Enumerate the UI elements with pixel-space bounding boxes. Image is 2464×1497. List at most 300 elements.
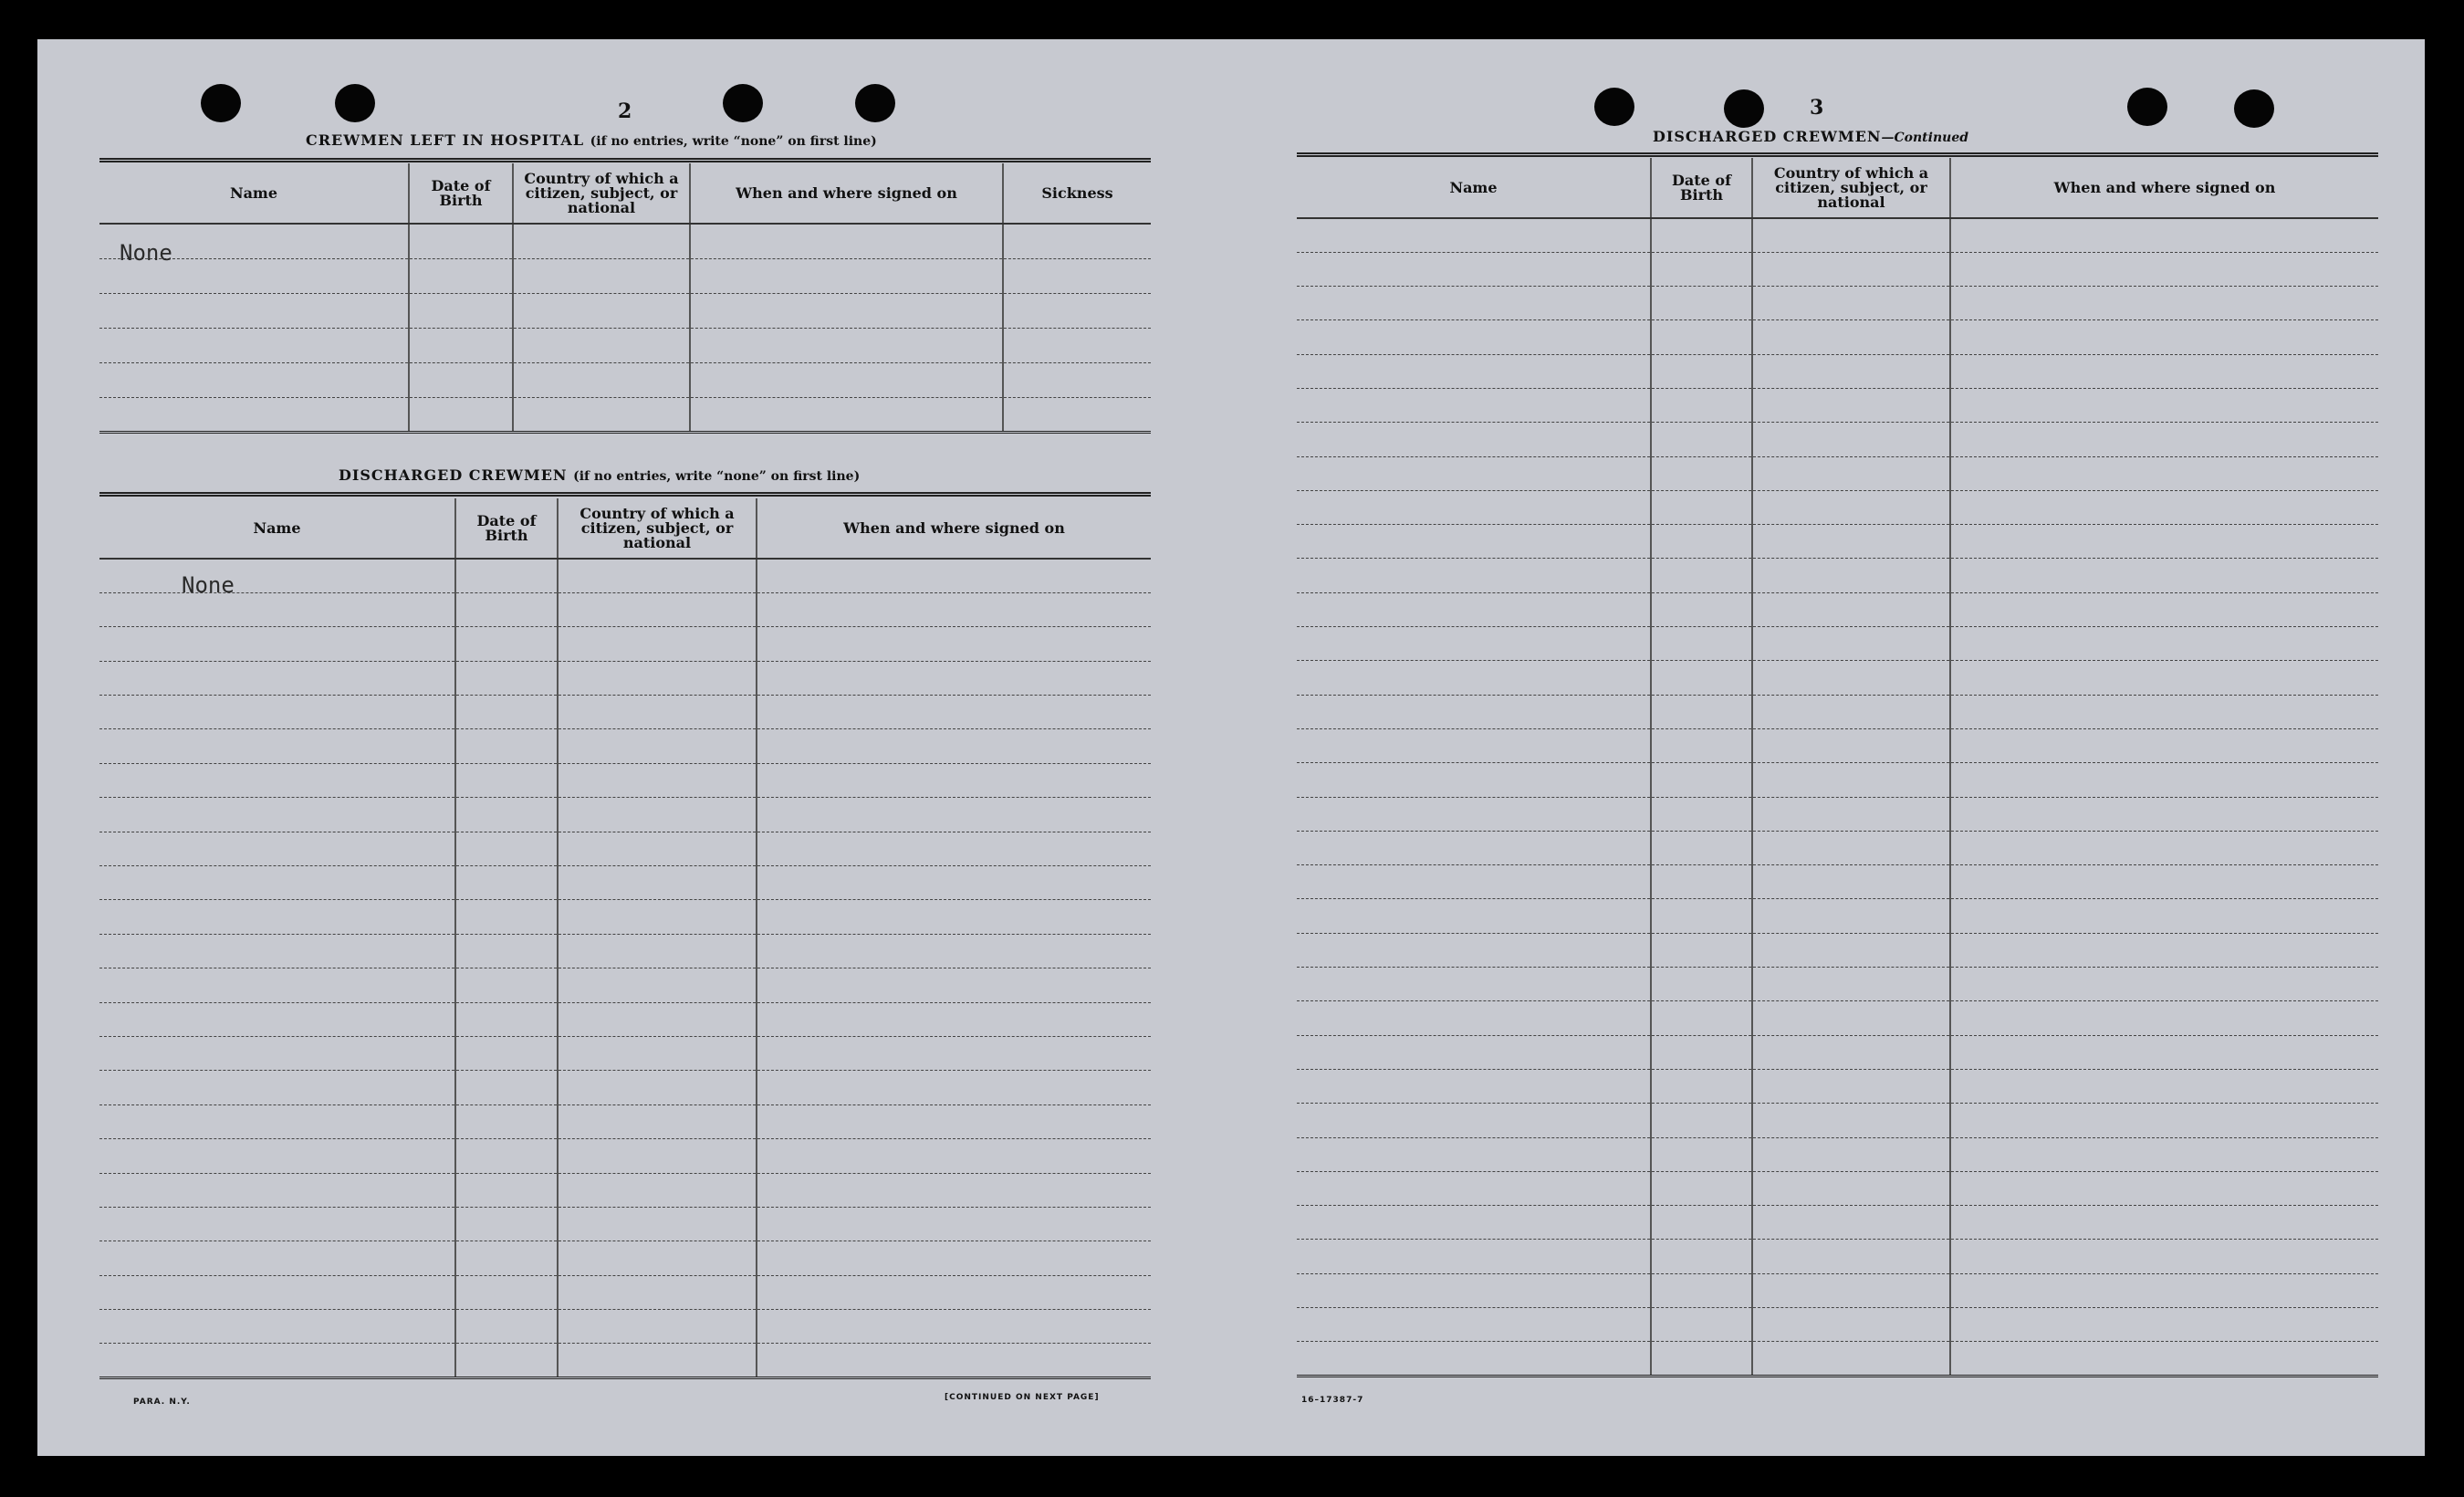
table-cell [1003,293,1151,328]
header-name: Name [1297,158,1651,218]
table-cell [1297,797,1651,831]
discharged-entry-none: None [182,572,235,598]
table-cell [99,900,455,934]
table-cell [455,1071,558,1104]
table-row [99,627,1151,661]
manifest-sheet [37,39,2425,1456]
table-row [1297,354,2378,388]
table-row [1297,1001,2378,1035]
hospital-instruction: (if no entries, write “none” on first line) [590,134,877,149]
table-cell [757,968,1151,1002]
table-cell [757,832,1151,865]
table-cell [99,763,455,797]
table-cell [1752,388,1950,422]
table-cell [99,661,455,695]
table-cell [1651,320,1752,354]
table-cell [99,627,455,661]
table-cell [757,1139,1151,1173]
punch-hole [2234,89,2274,128]
table-row [99,559,1151,592]
footer-continued: [CONTINUED ON NEXT PAGE] [945,1393,1100,1402]
table-row [99,1310,1151,1344]
table-row [99,397,1151,432]
table-cell [1003,328,1151,362]
table-cell [1950,1240,2378,1273]
footer-form-number: 16–17387-7 [1301,1396,1364,1405]
table-cell [1651,627,1752,661]
table-cell [1651,490,1752,524]
table-cell [1297,695,1651,728]
table-cell [1297,968,1651,1001]
table-cell [1950,1308,2378,1342]
table-cell [455,832,558,865]
table-cell [99,798,455,832]
table-cell [1297,1206,1651,1240]
table-row [99,798,1151,832]
table-cell [1297,1342,1651,1376]
table-row [99,1173,1151,1207]
table-row [99,1344,1151,1377]
table-cell [1752,763,1950,797]
table-cell [1950,1273,2378,1307]
table-cell [455,1310,558,1344]
table-cell [1752,252,1950,286]
table-cell [1950,490,2378,524]
table-cell [1752,456,1950,490]
table-cell [757,1344,1151,1377]
table-cell [99,1344,455,1377]
table-cell [757,1071,1151,1104]
table-cell [1752,695,1950,728]
punch-hole [1724,89,1764,128]
table-cell [1950,797,2378,831]
table-cell [1950,899,2378,933]
table-cell [757,627,1151,661]
table-cell [1651,1240,1752,1273]
table-cell [455,661,558,695]
header-signed-on: When and where signed on [1950,158,2378,218]
table-cell [1752,423,1950,456]
table-row [99,293,1151,328]
table-cell [1752,865,1950,899]
table-cell [1752,218,1950,252]
table-cell [455,866,558,900]
table-cell [1950,287,2378,320]
table-cell [558,1207,757,1241]
table-cell [1651,354,1752,388]
table-cell [558,1104,757,1138]
table-row [99,696,1151,729]
table-cell [1950,933,2378,967]
table-row [1297,320,2378,354]
hospital-top-rule [99,158,1151,162]
table-cell [757,866,1151,900]
hospital-section-title [306,131,877,149]
table-cell [1651,1001,1752,1035]
hospital-title-text: CREWMEN LEFT IN HOSPITAL [306,131,585,149]
table-cell [455,798,558,832]
table-cell [558,1071,757,1104]
table-cell [1297,1273,1651,1307]
table-row [99,1241,1151,1275]
header-country: Country of which a citizen, subject, or national [558,498,757,559]
table-cell [558,1275,757,1309]
header-country: Country of which a citizen, subject, or national [1752,158,1950,218]
table-row [1297,218,2378,252]
table-cell [1950,1342,2378,1376]
table-cell [513,293,690,328]
continued-section-title [1653,128,1968,145]
table-row [1297,592,2378,626]
table-cell [1297,899,1651,933]
table-cell [690,258,1003,293]
table-cell [1297,423,1651,456]
table-row [99,729,1151,763]
table-row [1297,728,2378,762]
table-cell [1651,1035,1752,1069]
table-cell [1752,661,1950,695]
table-row [1297,1308,2378,1342]
table-cell [409,328,513,362]
table-cell [1752,592,1950,626]
table-cell [455,696,558,729]
table-cell [1297,1035,1651,1069]
table-cell [1651,1069,1752,1103]
table-cell [1752,1137,1950,1171]
table-cell [1297,1308,1651,1342]
discharged-title-text: DISCHARGED CREWMEN [339,466,568,484]
continued-title-text: DISCHARGED CREWMEN [1653,128,1882,145]
table-cell [1950,1171,2378,1205]
table-row [99,1002,1151,1036]
table-row [99,592,1151,626]
table-cell [1297,1171,1651,1205]
table-cell [513,362,690,397]
table-cell [1297,559,1651,592]
discharged-section-title [339,466,860,484]
table-cell [1651,218,1752,252]
table-cell [1297,592,1651,626]
table-cell [1950,627,2378,661]
table-cell [1297,388,1651,422]
table-cell [99,968,455,1002]
table-row [1297,1137,2378,1171]
table-cell [1651,831,1752,864]
page-number-left: 2 [618,99,632,123]
table-cell [455,1344,558,1377]
table-cell [1297,252,1651,286]
punch-hole [723,84,763,122]
table-cell [558,627,757,661]
table-row [99,1036,1151,1070]
table-cell [99,559,455,592]
hospital-table [99,163,1151,434]
table-cell [1297,661,1651,695]
table-cell [558,1036,757,1070]
table-cell [1651,661,1752,695]
table-cell [1950,320,2378,354]
table-cell [1752,1273,1950,1307]
table-cell [1297,933,1651,967]
table-cell [1651,592,1752,626]
table-cell [757,798,1151,832]
table-row [1297,1206,2378,1240]
table-cell [1297,1137,1651,1171]
table-cell [1752,933,1950,967]
table-cell [1950,525,2378,559]
table-cell [1950,1035,2378,1069]
continued-top-rule [1297,152,2378,157]
table-cell [1651,763,1752,797]
table-cell [99,328,409,362]
table-row [99,866,1151,900]
table-cell [1950,423,2378,456]
table-cell [455,1207,558,1241]
header-signed-on: When and where signed on [757,498,1151,559]
table-cell [1752,627,1950,661]
table-cell [757,1275,1151,1309]
table-cell [455,1241,558,1275]
table-cell [558,1002,757,1036]
table-cell [455,1036,558,1070]
table-cell [1651,968,1752,1001]
table-row [1297,423,2378,456]
table-cell [757,763,1151,797]
table-cell [1651,899,1752,933]
table-cell [1297,1240,1651,1273]
table-cell [558,968,757,1002]
table-row [1297,1171,2378,1205]
table-cell [455,1139,558,1173]
table-cell [1752,287,1950,320]
table-cell [1950,695,2378,728]
table-cell [690,224,1003,258]
table-cell [1752,899,1950,933]
table-cell [1950,763,2378,797]
table-cell [1297,831,1651,864]
table-cell [1651,423,1752,456]
table-cell [690,397,1003,432]
table-cell [455,763,558,797]
table-cell [99,592,455,626]
discharged-rows [99,559,1151,1377]
table-cell [455,559,558,592]
table-cell [1752,490,1950,524]
table-cell [690,328,1003,362]
table-cell [1752,1206,1950,1240]
table-cell [99,1139,455,1173]
discharged-table [99,498,1151,1379]
table-cell [99,934,455,968]
table-cell [690,362,1003,397]
table-cell [1950,661,2378,695]
table-cell [99,1241,455,1275]
table-cell [558,661,757,695]
table-cell [1752,525,1950,559]
table-row [1297,252,2378,286]
table-row [1297,559,2378,592]
table-cell [1651,252,1752,286]
table-cell [1003,362,1151,397]
table-cell [558,559,757,592]
table-row [1297,933,2378,967]
table-cell [757,900,1151,934]
table-cell [99,729,455,763]
table-cell [1950,865,2378,899]
header-date-of-birth: Date of Birth [455,498,558,559]
table-cell [1297,1001,1651,1035]
header-signed-on: When and where signed on [690,163,1003,224]
table-cell [558,1241,757,1275]
table-row [99,224,1151,258]
table-row [99,1207,1151,1241]
table-cell [1651,1308,1752,1342]
table-cell [99,1002,455,1036]
table-cell [513,258,690,293]
table-cell [558,832,757,865]
table-cell [99,696,455,729]
table-cell [757,1104,1151,1138]
table-cell [1752,320,1950,354]
table-cell [1297,354,1651,388]
table-cell [757,1310,1151,1344]
table-row [99,968,1151,1002]
table-cell [1297,1104,1651,1137]
table-cell [99,293,409,328]
table-row [99,661,1151,695]
table-row [99,258,1151,293]
table-cell [513,397,690,432]
table-cell [1297,728,1651,762]
table-cell [1297,218,1651,252]
table-row [99,1139,1151,1173]
table-cell [1950,252,2378,286]
table-cell [1752,1171,1950,1205]
table-row [1297,763,2378,797]
table-cell [1950,456,2378,490]
table-cell [1297,456,1651,490]
table-row [99,900,1151,934]
header-date-of-birth: Date of Birth [409,163,513,224]
table-cell [1651,559,1752,592]
table-cell [1651,1137,1752,1171]
table-cell [1003,224,1151,258]
punch-hole [1594,88,1634,126]
table-cell [558,729,757,763]
table-row [1297,695,2378,728]
discharged-instruction: (if no entries, write “none” on first line) [573,469,861,484]
punch-hole [335,84,375,122]
table-cell [558,866,757,900]
table-cell [757,934,1151,968]
table-cell [757,696,1151,729]
table-cell [558,592,757,626]
continued-rows [1297,218,2378,1376]
table-cell [757,661,1151,695]
table-row [1297,831,2378,864]
table-cell [1752,1069,1950,1103]
table-cell [1297,320,1651,354]
table-row [1297,1104,2378,1137]
table-cell [409,224,513,258]
table-cell [1950,1104,2378,1137]
header-sickness: Sickness [1003,163,1151,224]
table-cell [558,798,757,832]
table-cell [558,900,757,934]
table-cell [1297,490,1651,524]
table-cell [757,559,1151,592]
table-row [1297,968,2378,1001]
table-cell [409,293,513,328]
table-cell [1752,1308,1950,1342]
table-cell [1950,218,2378,252]
table-cell [1003,258,1151,293]
table-cell [1950,559,2378,592]
punch-hole [855,84,895,122]
table-cell [1752,728,1950,762]
table-row [1297,388,2378,422]
continued-suffix: —Continued [1881,131,1969,145]
header-name: Name [99,498,455,559]
table-cell [757,1002,1151,1036]
discharged-top-rule [99,492,1151,497]
table-row [99,1071,1151,1104]
table-row [1297,661,2378,695]
table-row [1297,1035,2378,1069]
table-row [1297,627,2378,661]
table-cell [1752,831,1950,864]
header-country: Country of which a citizen, subject, or national [513,163,690,224]
table-cell [1297,1069,1651,1103]
table-cell [558,1344,757,1377]
table-cell [1950,1069,2378,1103]
table-cell [1950,354,2378,388]
table-cell [99,1310,455,1344]
table-cell [757,592,1151,626]
table-cell [1950,728,2378,762]
table-cell [1651,933,1752,967]
hospital-rows [99,224,1151,432]
table-cell [99,1207,455,1241]
table-cell [1752,1104,1950,1137]
table-cell [99,832,455,865]
table-cell [513,224,690,258]
table-cell [513,328,690,362]
table-cell [757,729,1151,763]
punch-hole [2127,88,2167,126]
table-cell [757,1173,1151,1207]
table-cell [558,1310,757,1344]
table-cell [409,258,513,293]
table-cell [757,1241,1151,1275]
table-cell [1950,831,2378,864]
table-cell [1752,1240,1950,1273]
table-cell [558,763,757,797]
page-number-right: 3 [1810,96,1824,120]
table-row [1297,525,2378,559]
table-row [99,328,1151,362]
table-row [1297,1069,2378,1103]
table-cell [455,729,558,763]
table-cell [1651,456,1752,490]
table-row [99,362,1151,397]
table-cell [1297,763,1651,797]
table-cell [757,1207,1151,1241]
table-row [99,934,1151,968]
table-cell [558,1173,757,1207]
table-row [99,763,1151,797]
table-cell [1752,797,1950,831]
